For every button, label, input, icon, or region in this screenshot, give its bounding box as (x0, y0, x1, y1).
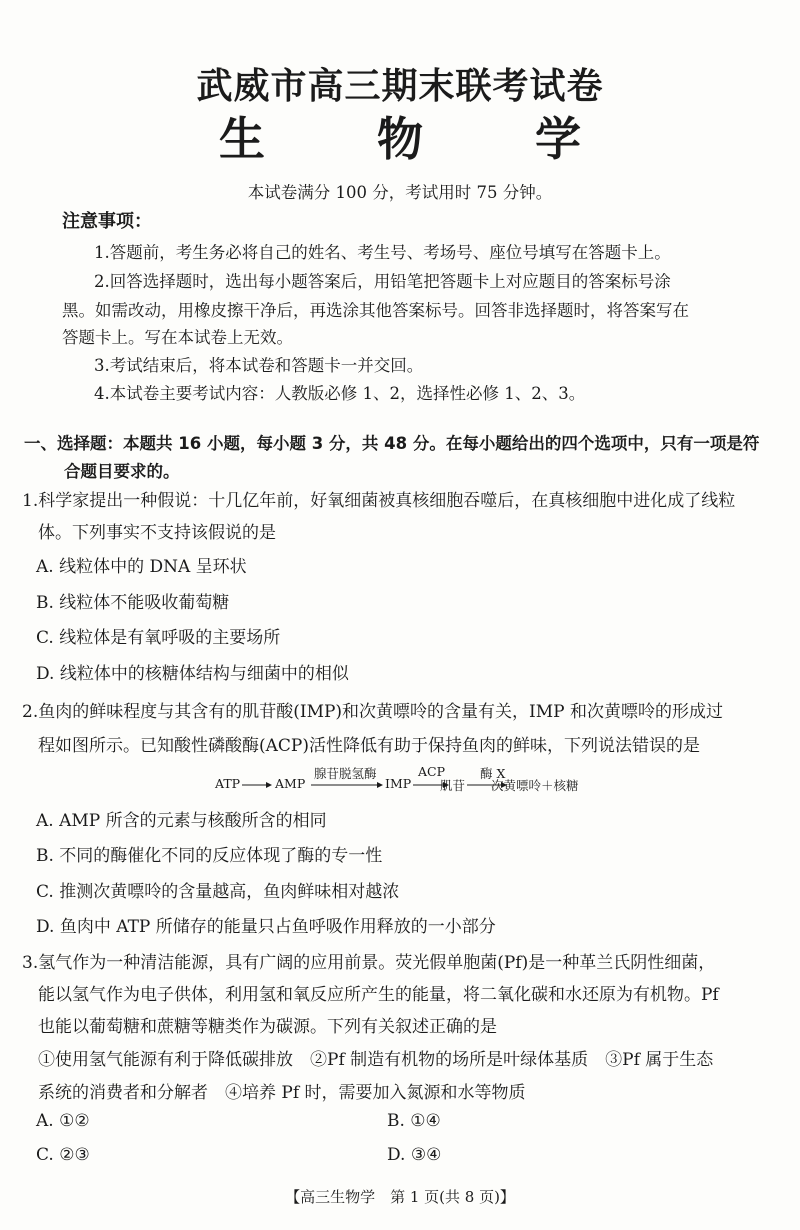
reaction-scheme (215, 764, 615, 796)
scheme-amp: AMP (275, 776, 306, 791)
arrow-icon (242, 780, 272, 790)
scheme-inosine: 肌苷 (440, 778, 466, 793)
question-3-stem: 能以氢气作为电子供体，利用氢和氧反应所产生的能量，将二氧化碳和水还原为有机物。Pf (38, 985, 719, 1005)
question-3-stem: 3.氢气作为一种清洁能源，具有广阔的应用前景。荧光假单胞菌(Pf)是一种革兰氏阴性细菌， (22, 953, 716, 973)
note-line: 黑。如需改动，用橡皮擦干净后，再选涂其他答案标号。回答非选择题时，将答案写在 (62, 301, 689, 320)
arrow-icon (311, 780, 383, 790)
question-1-option-a: A. 线粒体中的 DNA 呈环状 (36, 557, 247, 577)
question-3-option-b: B. ①④ (387, 1111, 441, 1131)
page-footer: 【高三生物学 第 1 页(共 8 页)】 (285, 1188, 515, 1206)
section-heading: 一、选择题：本题共 16 小题，每小题 3 分，共 48 分。在每小题给出的四个选项中，只有一项是符 (24, 434, 760, 453)
question-2-option-a: A. AMP 所含的元素与核酸所含的相同 (36, 811, 327, 831)
exam-title: 武威市高三期末联考试卷 (196, 66, 604, 107)
question-2-option-d: D. 鱼肉中 ATP 所储存的能量只占鱼呼吸作用释放的一小部分 (36, 917, 496, 937)
question-2-option-b: B. 不同的酶催化不同的反应体现了酶的专一性 (36, 846, 383, 866)
subject-title: 生 物 学 (218, 112, 630, 166)
section-heading-cont: 合题目要求的。 (64, 462, 180, 481)
question-1-option-b: B. 线粒体不能吸收葡萄糖 (36, 593, 230, 613)
exam-info: 本试卷满分 100 分，考试用时 75 分钟。 (247, 183, 553, 202)
note-line: 2.回答选择题时，选出每小题答案后，用铅笔把答题卡上对应题目的答案标号涂 (94, 272, 671, 291)
scheme-imp: IMP (385, 776, 412, 791)
question-2-option-c: C. 推测次黄嘌呤的含量越高，鱼肉鲜味相对越浓 (36, 882, 400, 902)
question-2-stem: 2.鱼肉的鲜味程度与其含有的肌苷酸(IMP)和次黄嘌呤的含量有关，IMP 和次黄嘌呤的形成过 (22, 702, 724, 722)
scheme-enzyme-2: ACP (418, 764, 446, 779)
notes-heading: 注意事项： (62, 211, 152, 232)
note-line: 4.本试卷主要考试内容：人教版必修 1、2，选择性必修 1、2、3。 (94, 384, 586, 403)
question-1-stem: 体。下列事实不支持该假说的是 (38, 523, 276, 543)
question-3-option-c: C. ②③ (36, 1145, 90, 1165)
question-3-statements: 系统的消费者和分解者 ④培养 Pf 时，需要加入氮源和水等物质 (38, 1083, 526, 1103)
note-line: 3.考试结束后，将本试卷和答题卡一并交回。 (94, 356, 424, 375)
note-line: 答题卡上。写在本试卷上无效。 (62, 328, 293, 347)
note-line: 1.答题前，考生务必将自己的姓名、考生号、考场号、座位号填写在答题卡上。 (94, 243, 671, 262)
scheme-product: 次黄嘌呤＋核糖 (491, 778, 579, 793)
question-2-stem: 程如图所示。已知酸性磷酸酶(ACP)活性降低有助于保持鱼肉的鲜味，下列说法错误的是 (38, 736, 700, 756)
scheme-atp: ATP (215, 776, 241, 791)
question-1-option-d: D. 线粒体中的核糖体结构与细菌中的相似 (36, 664, 349, 684)
scheme-enzyme-1: 腺苷脱氢酶 (314, 766, 377, 781)
question-3-stem: 也能以葡萄糖和蔗糖等糖类作为碳源。下列有关叙述正确的是 (38, 1017, 497, 1037)
question-1-stem: 1.科学家提出一种假说：十几亿年前，好氧细菌被真核细胞吞噬后，在真核细胞中进化成了线粒 (22, 491, 736, 511)
question-3-statements: ①使用氢气能源有利于降低碳排放 ②Pf 制造有机物的场所是叶绿体基质 ③Pf 属于生态 (38, 1050, 714, 1070)
question-1-option-c: C. 线粒体是有氧呼吸的主要场所 (36, 628, 281, 648)
question-3-option-d: D. ③④ (387, 1145, 442, 1165)
question-3-option-a: A. ①② (36, 1111, 90, 1131)
scheme-enzyme-3: 酶 X (480, 766, 506, 781)
